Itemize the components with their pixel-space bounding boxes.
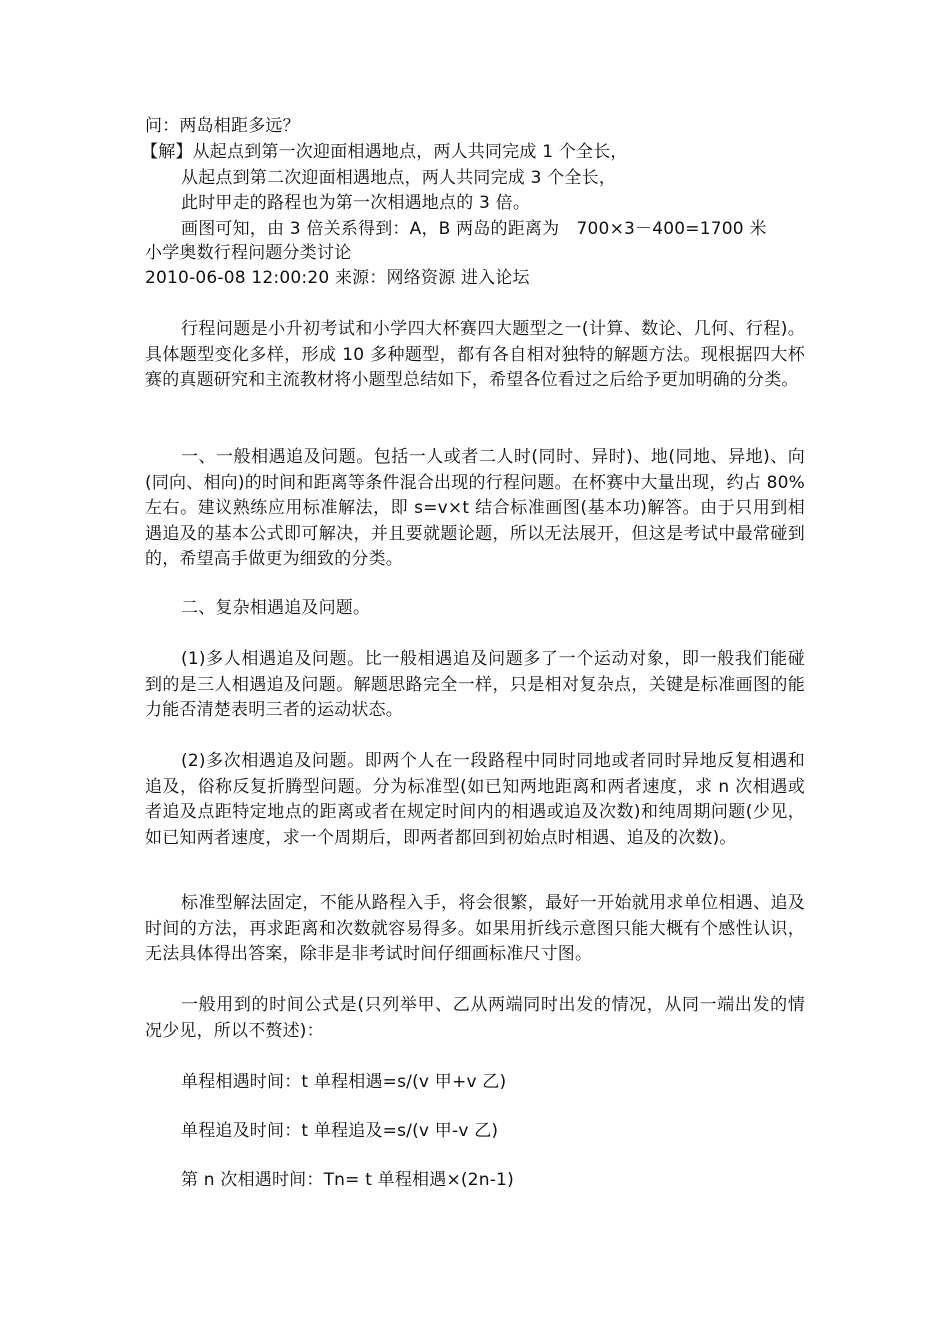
solution-line-2: 从起点到第二次迎面相遇地点，两人共同完成 3 个全长，	[181, 168, 617, 188]
solution-line-4: 画图可知，由 3 倍关系得到：A，B 两岛的距离为 700×3－400=1700 米	[181, 219, 767, 239]
paragraph-intro: 行程问题是小升初考试和小学四大杯赛四大题型之一(计算、数论、几何、行程)。具体题型变化多样，形成 10 多种题型，都有各自相对独特的解题方法。现根据四大杯赛的真题研究和主流教材将小题型总结如下，希望各位看过之后给予更加明确的分类。	[145, 319, 805, 390]
question-line: 问：两岛相距多远？	[145, 116, 300, 136]
solution-line-3: 此时甲走的路程也为第一次相遇地点的 3 倍。	[181, 193, 531, 213]
paragraph-general-meeting: 一、一般相遇追及问题。包括一人或者二人时(同时、异时)、地(同地、异地)、向(同向、相向)的时间和距离等条件混合出现的行程问题。在杯赛中大量出现，约占 80%左右。建议熟练应用标准解法，即 s=v×t 结合标准画图(基本功)解答。由于只用到相遇追及的基本公式即可解决，并且要就题论题，所以无法展开，但这是考试中最常碰到的，希望高手做更为细致的分类。	[145, 447, 805, 569]
solution-line-1: 【解】从起点到第一次迎面相遇地点，两人共同完成 1 个全长，	[141, 142, 628, 162]
paragraph-time-formula-intro: 一般用到的时间公式是(只列举甲、乙从两端同时出发的情况，从同一端出发的情况少见，所以不赘述)：	[145, 995, 805, 1041]
formula-nth-meeting: 第 n 次相遇时间：Tn= t 单程相遇×(2n-1)	[181, 1170, 514, 1190]
paragraph-standard-method: 标准型解法固定，不能从路程入手，将会很繁，最好一开始就用求单位相遇、追及时间的方法，再求距离和次数就容易得多。如果用折线示意图只能大概有个感性认识，无法具体得出答案，除非是非考试时间仔细画标准尺寸图。	[145, 893, 805, 964]
formula-single-chase: 单程追及时间：t 单程追及=s/(v 甲-v 乙)	[181, 1121, 499, 1141]
formula-single-meeting: 单程相遇时间：t 单程相遇=s/(v 甲+v 乙)	[181, 1072, 507, 1092]
paragraph-multi-person: (1)多人相遇追及问题。比一般相遇追及问题多了一个运动对象，即一般我们能碰到的是三人相遇追及问题。解题思路完全一样，只是相对复杂点，关键是标准画图的能力能否清楚表明三者的运动状态。	[145, 649, 805, 720]
article-title: 小学奥数行程问题分类讨论	[145, 243, 352, 263]
paragraph-complex-heading: 二、复杂相遇追及问题。	[181, 598, 371, 618]
article-meta: 2010-06-08 12:00:20 来源：网络资源 进入论坛	[145, 268, 530, 288]
paragraph-multi-times: (2)多次相遇追及问题。即两个人在一段路程中同时同地或者同时异地反复相遇和追及，俗称反复折腾型问题。分为标准型(如已知两地距离和两者速度，求 n 次相遇或者追及点距特定地点的距离或者在规定时间内的相遇或追及次数)和纯周期问题(少见，如已知两者速度，求一个周期后，即两者都回到初始点时相遇、追及的次数)。	[145, 751, 805, 848]
